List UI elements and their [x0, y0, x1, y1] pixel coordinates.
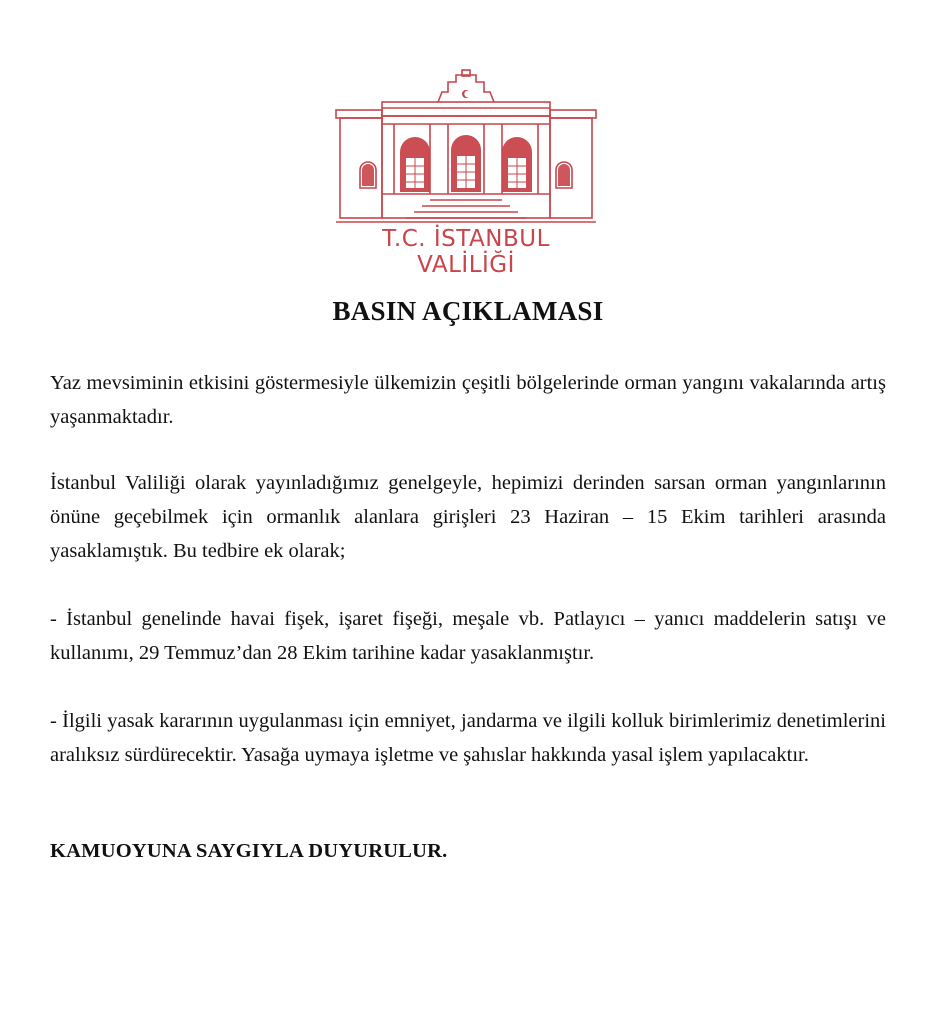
- istanbul-governorship-logo: [330, 66, 602, 278]
- document-title: BASIN AÇIKLAMASI: [332, 296, 604, 326]
- paragraph-1: Yaz mevsiminin etkisini göstermesiyle ülkemizin çeşitli bölgelerinde orman yangını vakalarında artış yaşanmaktadır.: [50, 372, 886, 428]
- paragraph-4: - İlgili yasak kararının uygulanması için emniyet, jandarma ve ilgili kolluk birimlerimiz denetimlerini aralıksız sürdürecektir. Yasağa uymaya işletme ve şahıslar hakkında yasal işlem yapılacaktır.: [50, 710, 886, 766]
- paragraph-2: İstanbul Valiliği olarak yayınladığımız genelgeyle, hepimizi derinden sarsan orman yangınlarının önüne geçebilmek için ormanlık alanlara girişleri 23 Haziran – 15 Ekim tarihleri arasında yasaklamıştık. Bu tedbire ek olarak;: [50, 472, 886, 562]
- governorship-building-icon: [330, 66, 602, 226]
- closing-statement: KAMUOYUNA SAYGIYLA DUYURULUR.: [50, 840, 448, 862]
- paragraph-3: - İstanbul genelinde havai fişek, işaret fişeği, meşale vb. Patlayıcı – yanıcı maddelerin satışı ve kullanımı, 29 Temmuz’dan 28 Ekim tarihine kadar yasaklanmıştır.: [50, 608, 886, 664]
- logo-wordmark: T.C. İSTANBUL VALİLİĞİ: [382, 226, 550, 278]
